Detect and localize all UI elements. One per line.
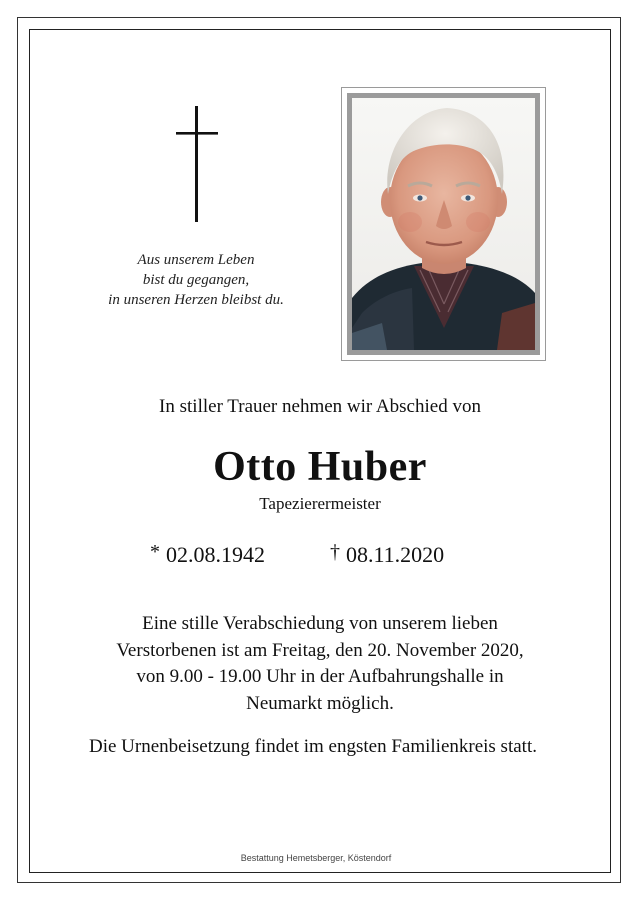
announcement-line-3: von 9.00 - 19.00 Uhr in der Aufbahrungshalle in [136, 666, 504, 687]
death-date: 08.11.2020 [346, 542, 445, 567]
announcement-line-2: Verstorbenen ist am Freitag, den 20. November 2020, [116, 639, 524, 661]
birth-date: 02.08.1942 [166, 542, 265, 567]
footer-credit: Bestattung Hemetsberger, Köstendorf [240, 853, 392, 863]
verse-line-1: Aus unserem Leben [137, 252, 255, 268]
death-dagger-icon: † [330, 541, 340, 563]
cross-icon [170, 104, 224, 224]
portrait-photo [352, 98, 535, 350]
intro-text: In stiller Trauer nehmen wir Abschied von [159, 396, 481, 417]
death-date-group [330, 542, 444, 568]
birth-star-icon: * [150, 541, 160, 563]
verse-line-3: in unseren Herzen bleibst du. [108, 292, 284, 308]
deceased-profession: Tapezierermeister [259, 494, 381, 513]
announcement-line-4: Neumarkt möglich. [246, 692, 394, 714]
announcement-paragraph [0, 611, 640, 717]
birth-date-group [150, 542, 265, 568]
closing-text: Die Urnenbeisetzung findet im engsten Familienkreis statt. [89, 736, 537, 757]
announcement-line-1: Eine stille Verabschiedung von unserem lieben [142, 613, 498, 634]
verse-line-2: bist du gegangen, [142, 272, 250, 288]
memorial-verse [80, 250, 312, 310]
portrait-illustration [352, 98, 535, 350]
deceased-name: Otto Huber [213, 444, 427, 490]
